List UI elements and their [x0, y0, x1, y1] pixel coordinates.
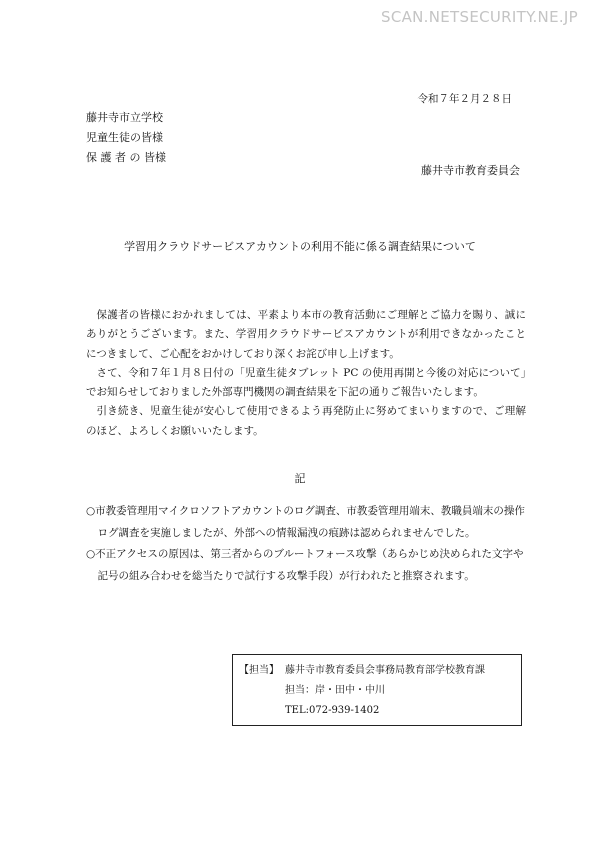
body-text: [86, 306, 526, 441]
recipient-schools: 藤井寺市立学校: [86, 111, 163, 124]
contact-tag: 【担当】: [239, 665, 279, 676]
ki-heading: 記: [294, 472, 306, 485]
body-paragraph: 保護者の皆様におかれましては、平素より本市の教育活動にご理解とご協力を賜り、誠にありがとうございます。また、学習用クラウドサービスアカウントが利用できなかったことにつきまして、ご心配をおかけしており深くお詫び申し上げます。: [86, 309, 526, 360]
body-paragraph: 引き続き、児童生徒が安心して使用できるよう再発防止に努めてまいりますので、ご理解のほど、よろしくお願いいたします。: [86, 405, 526, 437]
watermark: SCAN.NETSECURITY.NE.JP: [381, 8, 578, 26]
document-subject: 学習用クラウドサービスアカウントの利用不能に係る調査結果について: [124, 240, 476, 253]
contact-department: 藤井寺市教育委員会事務局教育部学校教育課: [285, 665, 485, 676]
sender: 藤井寺市教育委員会: [421, 164, 520, 177]
finding-item: ○市教委管理用マイクロソフトアカウントのログ調査、市教委管理用端末、教職員端末の操作ログ調査を実施しましたが、外部への情報漏洩の痕跡は認められませんでした。: [86, 505, 525, 539]
finding-item: ○不正アクセスの原因は、第三者からのブルートフォース攻撃（あらかじめ決められた文字や記号の組み合わせを総当たりで試行する攻撃手段）が行われたと推察されます。: [86, 548, 524, 582]
document-date: 令和７年２月２８日: [417, 93, 512, 105]
recipient-guardians: 保 護 者 の 皆様: [86, 151, 166, 164]
contact-dept-row: [239, 661, 521, 681]
contact-staff: 担当：岸・田中・中川: [285, 685, 385, 696]
recipient-students: 児童生徒の皆様: [86, 131, 163, 144]
body-paragraph: さて、令和７年１月８日付の「児童生徒タブレット PC の使用再開と今後の対応について」でお知らせしておりました外部専門機関の調査結果を下記の通りご報告いたします。: [86, 366, 526, 399]
recipient-list: [86, 108, 166, 168]
contact-phone: TEL:072-939-1402: [285, 705, 380, 716]
findings-list: [86, 501, 526, 587]
contact-box: [232, 654, 522, 726]
